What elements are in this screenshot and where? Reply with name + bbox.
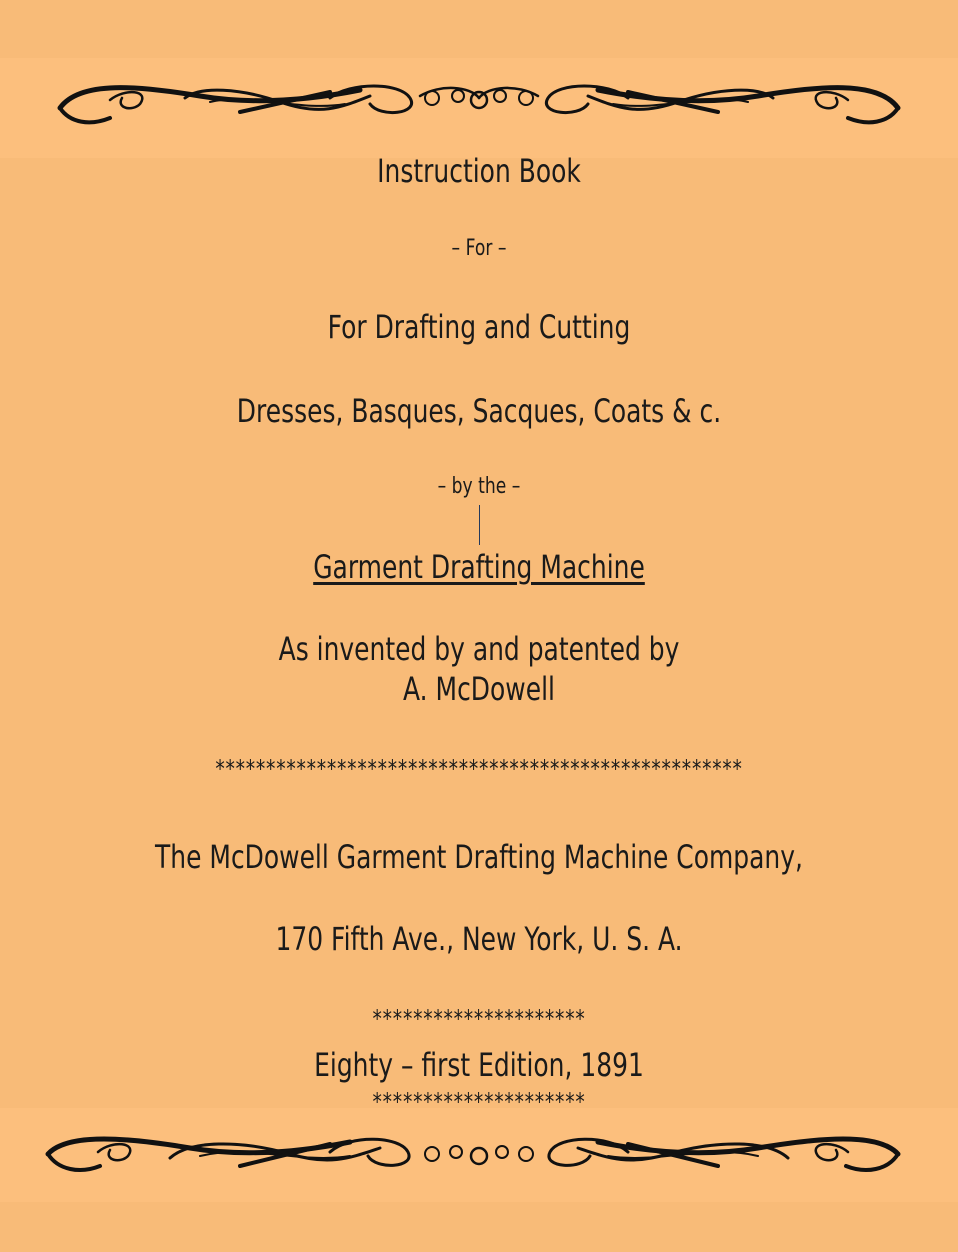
machine-name: Garment Drafting Machine [313, 548, 645, 586]
invented-line: As invented by and patented by [278, 630, 680, 668]
for-line: – For – [451, 236, 507, 261]
separator-short-top: ********************* [372, 1005, 586, 1033]
top-flourish-ornament [0, 68, 958, 148]
company-address: 170 Fifth Ave., New York, U. S. A. [275, 920, 683, 958]
separator-short-bottom: ********************* [372, 1088, 586, 1116]
edition-line: Eighty – first Edition, 1891 [314, 1046, 644, 1084]
bottom-flourish-ornament [0, 1118, 958, 1198]
vertical-connector-line [479, 505, 480, 545]
purpose-line: For Drafting and Cutting [327, 308, 631, 346]
book-title: Instruction Book [377, 152, 581, 190]
by-line: – by the – [437, 474, 521, 499]
garments-line: Dresses, Basques, Sacques, Coats & c. [236, 392, 722, 430]
separator-long: **************************************************** [215, 755, 743, 783]
inventor-name: A. McDowell [403, 670, 555, 708]
company-name: The McDowell Garment Drafting Machine Company, [155, 838, 803, 876]
